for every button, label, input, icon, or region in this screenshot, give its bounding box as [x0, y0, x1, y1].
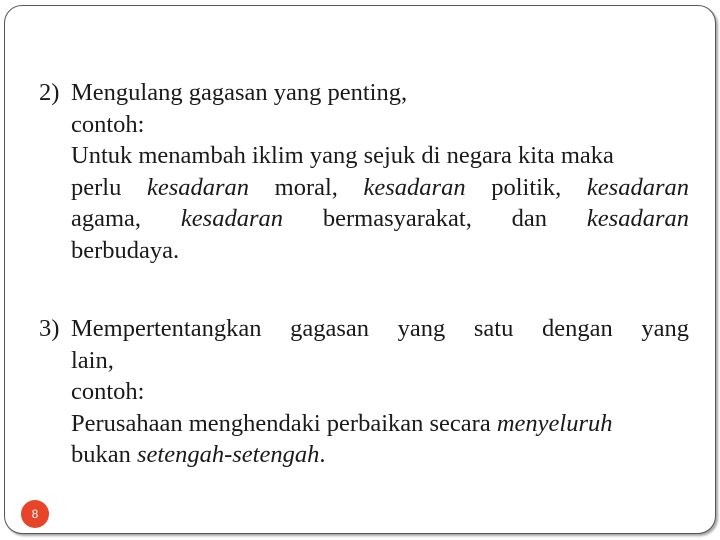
example-line-4: berbudaya. [71, 236, 180, 264]
text-run: perlu [71, 173, 147, 201]
italic-term: kesadaran [363, 173, 466, 201]
text-run: politik, [465, 173, 587, 201]
list-item-2 [39, 77, 689, 266]
example-line-2 [39, 439, 689, 471]
example-line-2 [39, 172, 689, 204]
slide [4, 5, 716, 534]
text-run: Perusahaan menghendaki perbaikan secara [71, 409, 497, 437]
italic-term: menyeluruh [496, 409, 613, 437]
text-run: bukan [71, 441, 137, 468]
page-number-badge: 8 [21, 500, 49, 528]
text-run: agama, [71, 205, 181, 232]
italic-term: kesadaran [146, 173, 250, 201]
example-label: contoh: [71, 378, 145, 405]
item-heading-cont: lain, [71, 346, 114, 374]
text-run: bermasyarakat, dan [283, 205, 587, 232]
item-number: 3) [39, 315, 60, 342]
example-line-1: Untuk menambah iklim yang sejuk di negara kita maka [71, 142, 614, 169]
list-item-3 [39, 313, 689, 471]
example-line-3 [39, 203, 689, 235]
text-run: moral, [249, 173, 364, 201]
text-run: . [319, 441, 326, 468]
italic-term: kesadaran [180, 205, 283, 232]
example-label: contoh: [71, 110, 145, 138]
italic-term: setengah-setengah [137, 441, 320, 468]
item-heading: Mengulang gagasan yang penting, [71, 79, 408, 106]
item-heading: Mempertentangkan gagasan yang satu dengan yang [71, 315, 689, 342]
italic-term: kesadaran [586, 173, 689, 201]
item-number: 2) [39, 79, 60, 106]
italic-term: kesadaran [586, 205, 689, 232]
example-line-1 [39, 408, 689, 440]
